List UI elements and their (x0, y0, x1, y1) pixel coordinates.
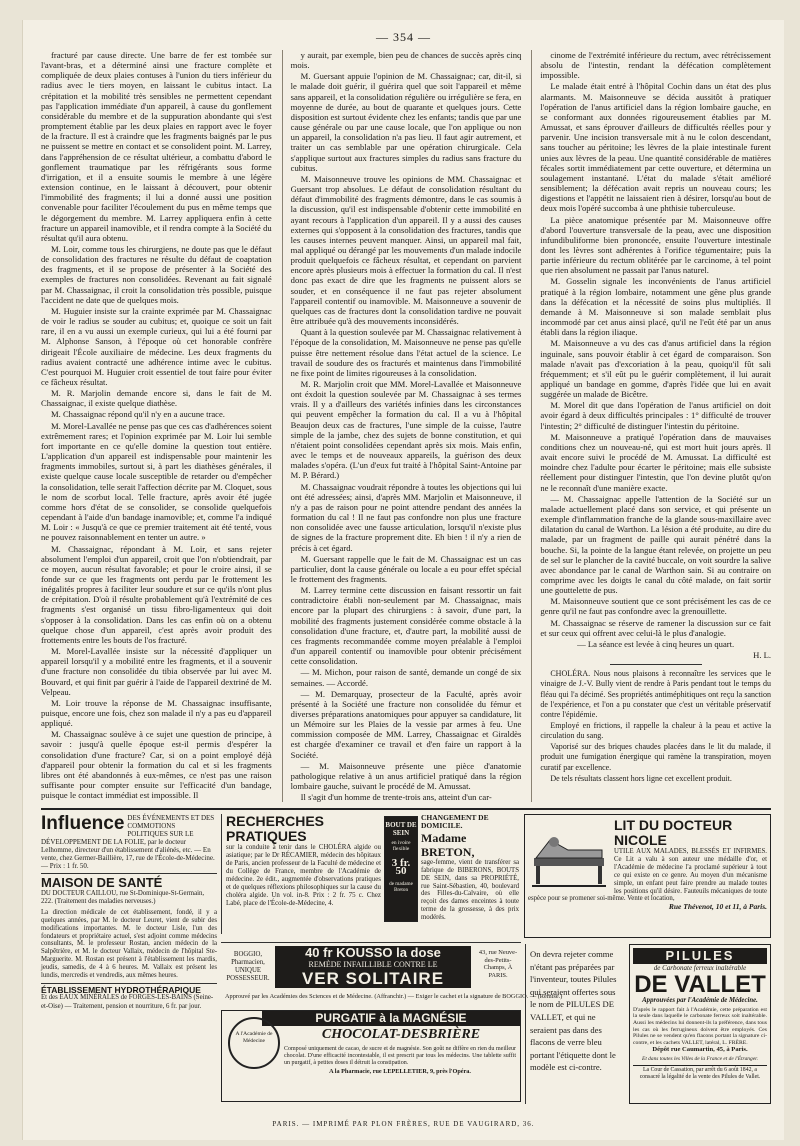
paragraph: — M. Maisonneuve présente une pièce d'anatomie pathologique relative à un anus artificiel pratiqué dans la région lombaire gauche, suivant le procédé de M. Amussat. (290, 760, 522, 792)
paragraph: — M. Chassaignac appelle l'attention de la Société sur un malade actuellement placé dans son service, et qui présente un exemple d'inflammation franche de la glande sous-maxillaire avec dilatation du canal de Warthon. La lésion a été produite, au dire du malade, par un fragment de paille qui aurait pénétré dans la bouche. Si, la pointe de la langue étant relevée, on projette un peu de sel sur le plancher de la cavité buccale, on voit sourdre la salive avec abondance par le canal de Warthon sain. Si au contraire on comprime avec les doigts le canal du côté malade, on fait sortir une gouttelette de pus. (540, 493, 772, 596)
boggio-address: 43, rue Neuve-des-Petits-Champs, À PARIS. (478, 949, 518, 979)
desbriere-name: CHOCOLAT-DESBRIÈRE (321, 1027, 481, 1042)
ad-column-left (41, 814, 217, 1104)
influence-text: DES ÉVÉNEMENTS ET DES COMMOTIONS POLITIQUES SUR LE DÉVELOPPEMENT DE LA FOLIE, par le docteur Lelhomme, directeur d'un établissement d'aliénés, etc. — En vente, chez Germer-Baillière, 17, rue de l'École-de-Médecine. — Prix : 1 fr. 50. (41, 814, 215, 870)
paragraph: y aurait, par exemple, bien peu de chances de succès après cinq mois. (290, 50, 522, 71)
page-number: — 354 — (376, 30, 431, 44)
paragraph: M. R. Marjolin demande encore si, dans le fait de M. Chassaignac, il existe quelque diathèse. (41, 388, 272, 409)
recherches-title: RECHERCHES PRATIQUES (226, 813, 325, 844)
lit-text: UTILE AUX MALADES, BLESSÉS ET INFIRMES. Ce Lit a valu à son auteur une médaille d'or, et l'Académie de médecine l'a proclamé supérieur à tout ce qui existe en ce genre. Au moyen d'un mécanisme simple, un enfant peut faire prendre au malade toutes les positions qu'il désire. Fauteuils mécaniques de toute espèce pour se promener soi-même. Vente et location, (528, 848, 767, 903)
bed-illustration-icon (528, 828, 610, 890)
paragraph: M. Guersant rappelle que le fait de M. Chassaignac est un cas particulier, dont la cause générale ou locale a eu pour effet spécial le frottement des fragments. (290, 553, 522, 584)
bout-subtitle: en ivoire flexible (391, 840, 411, 853)
signature: H. L. (753, 650, 772, 661)
column-3 (531, 50, 771, 802)
pilules-title: PILULES (665, 948, 735, 963)
maison-title: MAISON DE SANTÉ (41, 875, 163, 890)
kousso-line: 40 fr KOUSSO la dose (305, 945, 441, 960)
recherches-text: sur la conduite à tenir dans le CHOLÉRA algide ou asiatique; par le Dr RÉCAMIER, médecin des hôpitaux de Paris, ancien professeur de la Faculté de médecine et du Collège de France, membre de l'Académie de médecine. 2e édit., augmentée d'observations pratiques et de quelques réflexions philosophiques sur la cause du choléra algide. Un vol. in-8. Prix : 2 fr. 75 c. Chez Labé, place de l'École-de-Médecine, 4. (226, 844, 381, 907)
lit-address: Rue Thévenot, 10 et 11, à Paris. (668, 902, 767, 912)
ad-pilules-vallet (629, 944, 771, 1104)
bout-maker: de madame Breton (389, 880, 413, 893)
paragraph: Employé en frictions, il rappelle la chaleur à la peau et active la circulation du sang. (540, 721, 772, 741)
boggio-note: Approuvé par les Académies des Sciences et de Médecine. (Affranchir.) — Exiger le cachet et la signature de BOGGIO. — (Remise.) (225, 993, 563, 1000)
paragraph: M. Gosselin signale les inconvénients de l'anus artificiel pratiqué à la région lombaire, notamment une gêne plus grande dans la défécation et la nécessité de soins plus multipliés. Il demande à M. Maisonneuve si son malade semblait plus incommodé par cet anus ainsi placé, qu'il ne l'eût été par un anus établi dans la région iliaque. (540, 276, 772, 338)
ad-kousso (221, 942, 563, 1004)
paragraph: M. Huguier insiste sur la crainte exprimée par M. Chassaignac de voir le radius se souder au cubitus; et, quoique ce soit un fait rare, il en a vu aussi un exemple curieux, qui lui a été fourni par M. Alphonse Sanson, à l'époque où cet honorable confrère dirigeait l'École auxiliaire de médecine. Les deux fragments du radius avaient contracté une adhérence intime avec le cubitus. C'est pourquoi M. Huguier croit essentiel de tout faire pour éviter ce fâcheux résultat. (41, 305, 272, 387)
paragraph: M. Maisonneuve soutient que ce sont précisément les cas de ce genre qu'il ne faut pas confondre avec la grenouillette. (540, 596, 772, 617)
ad-bout-de-sein (384, 816, 418, 922)
vallet-approved: Approuvées par l'Académie de Médecine. (642, 997, 758, 1005)
ad-recherches (221, 814, 381, 934)
column-2 (282, 50, 522, 802)
desbriere-seal (228, 1017, 280, 1069)
paragraph: M. Morel-Lavallée ne pense pas que ces cas d'adhérences soient extrêmement rares; et l'opinion exprimée par M. Loir lui semble fort importante en ce qu'elle domine la question tout entière. L'application d'un appareil est indispensable pour maintenir les fragments immobiles, surtout si, à part les diathèses générales, il existe quelque cause locale susceptible de retarder ou d'empêcher la consolidation, telle serait l'affection décrite par M. Cloquet, sous le nom de scorbut local. Telle fracture, après avoir été jugée comme hors d'état de se consolider, se consolide quelquefois cependant à l'aide d'un bandage inamovible; et, comme l'a indiqué M. Loir : « Jusqu'à ce que ce premier traitement ait été tenté, vous ne pouvez raisonnablement en tenter un autre. » (41, 420, 272, 543)
paragraph: M. Chassaignac voudrait répondre à toutes les objections qui lui ont été adressées; ainsi, d'après MM. Marjolin et Maisonneuve, il n'y a pas de raison pour ne point attendre pendant des années la formation du cal ! Il ne faut pas confondre non plus une fracture non consolidée avec une fausse articulation, lorsqu'il n'existe plus de signes de la fracture proprement dite. Eh bien ! il n'y a rien de précis à cet égard. (290, 481, 522, 553)
divider (610, 664, 702, 665)
paragraph: M. Chassaignac, répondant à M. Loir, et sans rejeter absolument l'emploi d'un appareil, croit que l'on n'obtiendrait, par ce moyen, aucun résultat favorable; et pour le croire ainsi, il se fonde sur ce que les fragments ont perdu par le frottement les inégalités propres à faciliter leur soudure et sur ce qu'ils n'ont plus de crépitation. D'où il résulte probablement qu'à l'extrémité de ces fragments s'est organisé un tissu fibro-ligamenteux qui doit s'opposer à la consolidation. Dans les cas enfin où on a obtenu quelque chose d'un appareil, c'est après avoir produit des frottements entre les bouts de l'os fracturé. (41, 543, 272, 645)
paragraph: — M. Michon, pour raison de santé, demande un congé de six semaines. — Accordé. (290, 667, 522, 688)
pilules-subtitle: de Carbonate ferreux inaltérable (653, 964, 747, 972)
breton-name: Madame BRETON, (421, 830, 475, 859)
paragraph: M. Chassaignac se réserve de ramener la discussion sur ce fait et sur ceux qui offrent avec celui-là le plus d'analogie. (540, 617, 772, 638)
paragraph: — M. Demarquay, prosecteur de la Faculté, après avoir présenté à la Société une fracture non consolidée du fémur et diverses préparations anatomiques pour appuyer sa candidature, lit un Mémoire sur les Plaies de la vessie par armes à feu. Une commission composée de MM. Larrey, Chassaignac et Giraldès est chargée d'examiner ce travail et d'en faire un rapport à la Société. (290, 688, 522, 760)
article-columns (41, 50, 771, 802)
paragraph: La pièce anatomique présentée par M. Maisonneuve offre d'abord l'ouverture transversale de la peau, avec une disposition infundibuliforme bien prononcée, ensuite l'ouverture intestinale dont les lèvres sont adhérentes à l'orifice tégumentaire; puis la partie inférieure du rectum oblitérée par le carcinome, à tel point que rien absolument ne passait par l'anus naturel. (540, 214, 772, 276)
desbriere-text: Composé uniquement de cacao, de sucre et de magnésie. Son goût ne diffère en rien du meilleur chocolat. D'une efficacité incontestable, il est prescrit par tous les médecins. Une tablette suffit un purgatif, à petites doses il détruit la constipation. (284, 1046, 516, 1066)
paragraph: M. Morel dit que dans l'opération de l'anus artificiel on doit avoir égard à deux difficultés principales : 1° difficulté de trouver l'intestin; 2° difficulté de distinguer l'intestin du péritoine. (540, 400, 772, 431)
newspaper-page (22, 20, 784, 1140)
desbriere-seal-text: A l'Académie de Médecine (235, 1031, 273, 1044)
paragraph: M. Maisonneuve a vu des cas d'anus artificiel dans la région inguinale, sans pouvoir établir à cet égard de comparaison. Son malade n'avait pas d'excoriation à la peau, quoiqu'il fût sali fréquemment; et s'il eût pu le guérir complètement, il lui aurait appliqué un bandage en gomme, d'après l'idée que lui en avait suggérée un malade de Bicêtre. (540, 338, 772, 400)
vallet-text: D'après le rapport fait à l'Académie, cette préparation est la seule dans laquelle le carbonate ferreux soit inaltérable. Aussi les médecins lui donnent-ils la préférence, dans tous les cas où les ferrugineux doivent être employés. Ces Pilules ne se vendent qu'en flacons portant la signature ci-contre, et les cachets VALLET, latéral, L. FRÈRE. (633, 1006, 767, 1046)
changement-title: CHANGEMENT DE DOMICILE. (421, 813, 489, 831)
vallet-depot: Dépôt rue Caumartin, 45, à Paris. (652, 1046, 748, 1054)
paragraph: M. Morel-Lavallée insiste sur la nécessité d'appliquer un appareil lorsqu'il y a mobilité entre les fragments, et il a souvenir d'une fracture non consolidée du tibia observée par lui avec M. Bouvard, et qui finit par guérir à l'aide de l'appareil dextriné de M. Velpeau. (41, 646, 272, 697)
paragraph: M. Maisonneuve a pratiqué l'opération dans de mauvaises conditions chez un nouveau-né, qui est mort huit jours après. Il avait encore suivi le procédé de M. Amussat. La difficulté est moindre chez l'adulte pour écarter le péritoine; mais elle subsiste réellement pour distinguer l'intestin, que l'on devine plutôt qu'on ne le reconnaît d'une manière exacte. (540, 431, 772, 493)
cholera-notice: CHOLÉRA. Nous nous plaisons à reconnaître les services que le vinaigre de J.-V. Bully vient de rendre à Paris pendant tout le temps du fléau qui l'a décimé. Ses propriétés antiméphitiques ont reçu la sanction de l'expérience, et l'on a pu constater que c'est un véritable préservatif contre l'épidémie. (540, 669, 772, 719)
kousso-remedy: REMÈDE INFAILLIBLE CONTRE LE (308, 960, 438, 969)
ad-desbriere (221, 1010, 521, 1102)
boggio-left: BOGGIO, Pharmacien, UNIQUE POSSESSEUR. (226, 951, 270, 982)
etablissement-title: ÉTABLISSEMENT HYDROTHÉRAPIQUE (41, 984, 201, 995)
printer-footer: PARIS. — IMPRIMÉ PAR PLON FRÈRES, RUE DE VAUGIRARD, 36. (272, 1120, 535, 1128)
paragraph: De tels résultats classent hors ligne cet excellent produit. (550, 773, 732, 783)
column-1 (41, 50, 272, 802)
paragraph: M. Loir, comme tous les chirurgiens, ne doute pas que le défaut de consolidation des fractures ne résulte du défaut de coaptation des fragments, et il se propose de présenter à la Société des exemples de fractures non consolidées. Revenant au fait signalé par M. Chassaignac, il croit la consolidation très possible, puisque l'accident ne date que de quelques mois. (41, 243, 272, 305)
paragraph: M. Guersant appuie l'opinion de M. Chassaignac; car, dit-il, si le malade doit guérir, il guérira quel que soit l'appareil et même sans appareil, et la consolidation régulière ou irrégulière se fera, en moyenne de durée, au bout de quarante et quelques jours. Cette disposition est surtout évidente chez les enfants; tandis que par une cause générale ou par une cause locale, que l'on applique ou non un appareil, la consolidation n'a pas lieu. Il faut agir autrement, et traiter un cas semblable par une opération chirurgicale. Cela s'applique surtout aux fractures simples du radius sans fracture du cubitus. (290, 71, 522, 173)
ad-vallet-notice (525, 944, 625, 1104)
advertisements (41, 808, 771, 1108)
breton-text: sage-femme, vient de transférer sa fabrique de BIBERONS, BOUTS DE SEIN, dans sa PROPRIÉTÉ, rue Saint-Sébastien, 40, boulevard des Filles-du-Calvaire, où elle reçoit des dames enceintes à toute terme de la grossesse, à des prix modérés. (421, 858, 519, 922)
paragraph: Quant à la question soulevée par M. Chassaignac relativement à l'époque de la consolidation, M. Maisonneuve ne pense pas qu'elle puisse être nettement résolue dans l'état actuel de la science. Le travail de soudure des os fracturés et maintenus dans l'immobilité ne fixe point de limites rigoureuses à la consolidation. (290, 327, 522, 378)
vallet-notice-text: On devra rejeter comme n'étant pas préparées par l'inventeur, toutes Pilules qui seraient offertes sous le nom de PILULES DE VALLET, et qui ne seraient pas dans des flacons de verre bleu portant l'étiquette dont le modèle est ci-contre. (530, 949, 617, 1073)
paragraph: Le malade était entré à l'hôpital Cochin dans un état des plus alarmants. M. Maisonneuve se décida aussitôt à pratiquer l'opération de l'anus artificiel dans la région lombaire gauche, en se conformant aux données rigoureusement établies par M. Amussat, et sans éprouver d'ailleurs de difficultés réelles pour y parvenir. Une incision transversale mit à nu le colon descendant, sans toucher au péritoine; les lèvres de la plaie intestinale furent unies aux lèvres de la peau. Une quantité considérable de matières fécales sortit immédiatement par cette ouverture, et détermina un soulagement instantané. L'état du malade s'était amélioré sensiblement; la défécation avait repris un nouveau cours; les digestions et l'appétit ne laissaient rien à désirer, lorsqu'au bout de deux mois l'opéré succomba à une phthisie tuberculeuse. (540, 81, 772, 214)
purgatif-title: PURGATIF à la MAGNÉSIE (315, 1011, 467, 1025)
lit-title: LIT DU DOCTEUR NICOLE (614, 817, 733, 848)
etablissement-text: Et des EAUX MINÉRALES de FORGES-LES-BAINS (Seine-et-Oise) — Traitement, pension et nourriture, 6 fr. par jour. (41, 994, 214, 1010)
paragraph: Vaporisé sur des briques chaudes placées dans le lit du malade, il produit une fumigation énergique qui ramène la transpiration, moyen curatif par excellence. (540, 742, 772, 772)
paragraph: cinome de l'extrémité inférieure du rectum, avec rétrécissement absolu de l'intestin, rendant la défécation complètement impossible. (540, 50, 772, 81)
maison-subtitle: DU DOCTEUR CAILLOU, rue St-Dominique-St-Germain, 222. (Traitement des maladies nerveuses.) (41, 890, 205, 906)
paragraph: Il s'agit d'un homme de trente-trois ans, atteint d'un car- (300, 792, 492, 803)
desbriere-address: A la Pharmacie, rue LEPELLETIER, 9, près l'Opéra. (329, 1068, 471, 1075)
vallet-name: DE VALLET (634, 971, 766, 999)
paragraph: M. R. Marjolin croit que MM. Morel-Lavallée et Maisonneuve ont éxdoit la question soulevée par M. Chassaignac à ses termes vrais. Il y a d'ailleurs des variétés infinies dans les circonstances qui peuvent empêcher la formation du cal. Il a vu à l'hôpital Beaujon deux cas de fractures, l'une simple de la cuisse, l'autre simple de la jambe, chez des sujets de bonne constitution, et qui n'étaient point consolidées cependant après six mois. Mais enfin, avec le temps et de nouveaux appareils, la guérison des deux malades s'opéra. (L'un d'eux fut traité à l'hôpital Saint-Antoine par M. P. Bérard.) (290, 379, 522, 481)
ad-breton (421, 814, 519, 934)
paragraph: M. Chassaignac répond qu'il n'y en a aucune trace. (51, 409, 225, 420)
paragraph: M. Chassaignac soulève à ce sujet une question de principe, à savoir : jusqu'à quelle époque est-il permis d'espérer la consolidation d'une fracture? Car, si on a point employé déjà d'appareil pour obtenir la formation du cal et si les fragments libres ont été abandonnés à eux-mêmes, ce n'est pas une raison suffisante pour compter ensuite sur l'efficacité d'un bandage, puisque le contact immédiat est impossible. Il (41, 729, 272, 801)
kousso-big: VER SOLITAIRE (301, 969, 445, 988)
paragraph: M. Maisonneuve trouve les opinions de MM. Chassaignac et Guersant trop absolues. Le défaut de consolidation résultant du défaut d'immobilité des fragments démontre, dans le cas soumis à la discussion, qu'il est indispensable d'obtenir cette immobilité en ayant recours à l'application d'un appareil. Il y a aussi des causes externes qui s'opposent à la consolidation des fractures, tandis que les causes internes peuvent manquer. Ainsi, un appareil mal fait, mal appliqué ou dérangé par les mouvements d'un malade indocile produit quelquefois ce fâcheux résultat, et cependant on parvient encore après plusieurs mois à effectuer la formation du cal. Il n'est donc pas exact de dire que les fragments ne puissent alors se souder, et en conséquence il ne faut pas rejeter absolument l'appareil contentif ou inamovible. M. Maisonneuve a souvenir de quelques cas de fractures dont la consolidation tardive ne pouvait être attribuée qu'à des mouvements inconsidérés. (290, 173, 522, 327)
ad-lit-nicole (524, 814, 771, 938)
bout-price: 3 fr. (391, 856, 411, 869)
kousso-banner (275, 946, 471, 988)
bout-title: BOUT DE SEIN (385, 821, 417, 837)
influence-title: Influence (41, 813, 125, 834)
paragraph: fracturé par cause directe. Une barre de fer est tombée sur l'avant-bras, et a déterminé ainsi une fracture complète et compliquée de deux plaies contuses à l'union du tiers inférieur du radius avec le tiers moyen, en laissant le cubitus intact. La crépitation et la mobilité très sensibles ne permettent cependant pas l'application immédiate d'un appareil, à cause du gonflement considérable du membre et de la suppuration abondante qui s'est promptement établie par les deux plaies en rapport avec le foyer de la fracture. Il est à craindre que les fragments baignés par le pus ne puissent se mettre en contact et se consolident point. M. Larrey, dans l'appréhension de ce résultat ultérieur, a combattu d'abord le gonflement traumatique par les réfrigérants sous forme d'irrigation, et il a ensuite soumis le membre à une légère extension continue, en le laissant à découvert, pour obtenir l'immobilité des fragments; il lui a donné aussi une position convenable pour faciliter l'écoulement du pus en même temps que le dégorgement du membre. M. Larrey appliquera enfin à cette fracture un appareil inamovible, et il rendra compte à la Société du résultat qu'il aura obtenu. (41, 50, 272, 243)
vallet-cassation: La Cour de Cassation, par arrêt du 6 août 1842, a consacré la légalité de la vente des Pilules de Vallet. (633, 1065, 767, 1080)
paragraph: M. Loir trouve la réponse de M. Chassaignac insuffisante, puisque, encore une fois, chez son malade il n'y a pas eu d'appareil appliqué. (41, 697, 272, 729)
vallet-depot-2: Et dans toutes les Villes de la France et de l'Étranger. (642, 1055, 758, 1062)
bout-price-cents: 50 (395, 865, 407, 878)
maison-text: La direction médicale de cet établissement, fondé, il y a quelques années, par M. le docteur Leuret, vient de subir des modifications importantes. M. le docteur Lisle, l'un des fondateurs et propriétaire actuel, s'est adjoint comme médecins consultants, M. le professeur Rostan, ancien médecin de la Salpêtrière, et M. le docteur Vallaix, médecin de l'hôpital Ste-Marguerite. M. Rostan est présent à l'établissement les mardis, jeudis, samedis, de 4 à 6 heures. M. Vallaix est présent les lundis, mercredis et vendredis, aux mêmes heures. (41, 908, 217, 980)
paragraph: — La séance est levée à cinq heures un quart. (577, 638, 735, 649)
paragraph: M. Larrey termine cette discussion en faisant ressortir un fait contradictoire établi non-seulement par M. Chassaignac, mais encore par la plupart des chirurgiens : à savoir, d'une part, la mobilité des fragments justement considérée comme obstacle à la consolidation d'une fracture, et, d'autre part, la mobilité aussi de ces fragments recommandée comme moyen préalable à l'emploi d'un appareil contentif ou inamovible pour obtenir précisément cette consolidation. (290, 585, 522, 667)
